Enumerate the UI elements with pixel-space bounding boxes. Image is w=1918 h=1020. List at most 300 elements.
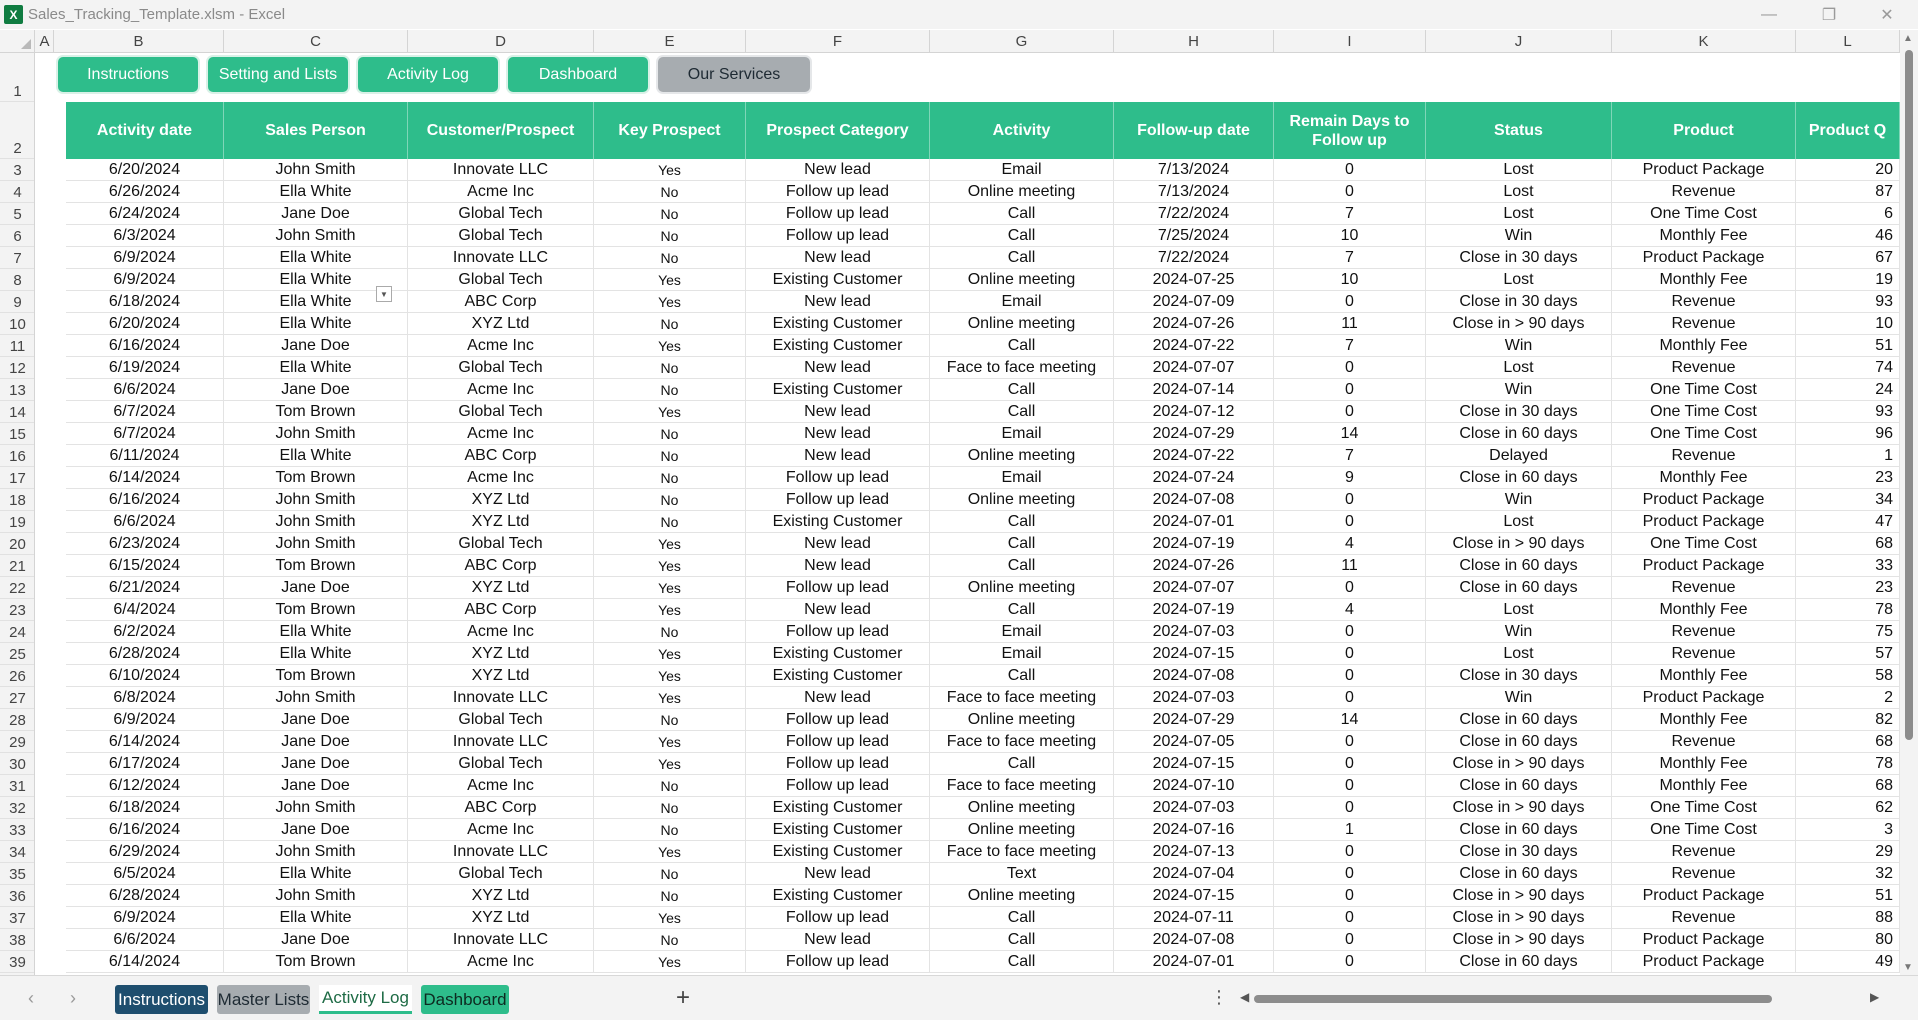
- table-cell[interactable]: Email: [930, 291, 1114, 313]
- table-cell[interactable]: 6/28/2024: [66, 885, 224, 907]
- table-cell[interactable]: Close in 60 days: [1426, 863, 1612, 885]
- table-cell[interactable]: Yes: [594, 159, 746, 181]
- table-cell[interactable]: 6/7/2024: [66, 401, 224, 423]
- table-cell[interactable]: 6/20/2024: [66, 313, 224, 335]
- table-cell[interactable]: Close in 60 days: [1426, 555, 1612, 577]
- table-cell[interactable]: ABC Corp: [408, 291, 594, 313]
- table-cell[interactable]: Monthly Fee: [1612, 467, 1796, 489]
- table-cell[interactable]: 2024-07-07: [1114, 577, 1274, 599]
- table-cell[interactable]: Global Tech: [408, 709, 594, 731]
- row-number[interactable]: 4: [0, 181, 35, 203]
- table-cell[interactable]: Close in 60 days: [1426, 775, 1612, 797]
- table-cell[interactable]: Yes: [594, 401, 746, 423]
- table-cell[interactable]: 2024-07-01: [1114, 511, 1274, 533]
- table-cell[interactable]: Call: [930, 599, 1114, 621]
- table-cell[interactable]: Face to face meeting: [930, 357, 1114, 379]
- table-cell[interactable]: Global Tech: [408, 357, 594, 379]
- table-cell[interactable]: Revenue: [1612, 445, 1796, 467]
- table-cell[interactable]: Innovate LLC: [408, 687, 594, 709]
- table-cell[interactable]: Yes: [594, 291, 746, 313]
- table-cell[interactable]: New lead: [746, 159, 930, 181]
- column-header-j[interactable]: J: [1426, 30, 1612, 52]
- scroll-right-icon[interactable]: ▶: [1870, 990, 1880, 1004]
- table-cell[interactable]: Follow up lead: [746, 203, 930, 225]
- table-cell[interactable]: 32: [1796, 863, 1900, 885]
- select-all-corner[interactable]: [0, 30, 35, 52]
- table-cell[interactable]: 2024-07-29: [1114, 423, 1274, 445]
- table-cell[interactable]: Yes: [594, 269, 746, 291]
- table-cell[interactable]: John Smith: [224, 841, 408, 863]
- table-cell[interactable]: Lost: [1426, 181, 1612, 203]
- table-cell[interactable]: One Time Cost: [1612, 533, 1796, 555]
- table-cell[interactable]: Innovate LLC: [408, 159, 594, 181]
- table-cell[interactable]: Email: [930, 159, 1114, 181]
- table-cell[interactable]: Monthly Fee: [1612, 775, 1796, 797]
- table-cell[interactable]: XYZ Ltd: [408, 489, 594, 511]
- table-cell[interactable]: Product Package: [1612, 489, 1796, 511]
- table-cell[interactable]: 74: [1796, 357, 1900, 379]
- table-cell[interactable]: 2024-07-10: [1114, 775, 1274, 797]
- table-cell[interactable]: 7: [1274, 247, 1426, 269]
- table-cell[interactable]: Online meeting: [930, 445, 1114, 467]
- table-cell[interactable]: Close in 60 days: [1426, 951, 1612, 973]
- table-cell[interactable]: ABC Corp: [408, 599, 594, 621]
- table-cell[interactable]: 0: [1274, 885, 1426, 907]
- table-cell[interactable]: One Time Cost: [1612, 203, 1796, 225]
- table-cell[interactable]: Ella White: [224, 863, 408, 885]
- vertical-scroll-thumb[interactable]: [1905, 50, 1913, 740]
- table-cell[interactable]: Close in > 90 days: [1426, 907, 1612, 929]
- table-cell[interactable]: 2024-07-08: [1114, 665, 1274, 687]
- table-cell[interactable]: Monthly Fee: [1612, 335, 1796, 357]
- table-cell[interactable]: 29: [1796, 841, 1900, 863]
- table-cell[interactable]: 47: [1796, 511, 1900, 533]
- table-cell[interactable]: New lead: [746, 863, 930, 885]
- table-cell[interactable]: 6/28/2024: [66, 643, 224, 665]
- table-cell[interactable]: 0: [1274, 841, 1426, 863]
- table-cell[interactable]: Call: [930, 225, 1114, 247]
- table-cell[interactable]: Online meeting: [930, 489, 1114, 511]
- table-cell[interactable]: Tom Brown: [224, 599, 408, 621]
- table-cell[interactable]: ABC Corp: [408, 445, 594, 467]
- table-cell[interactable]: 80: [1796, 929, 1900, 951]
- table-cell[interactable]: Close in > 90 days: [1426, 533, 1612, 555]
- table-cell[interactable]: 2024-07-16: [1114, 819, 1274, 841]
- row-number[interactable]: 11: [0, 335, 35, 357]
- table-cell[interactable]: Lost: [1426, 357, 1612, 379]
- table-cell[interactable]: Follow up lead: [746, 709, 930, 731]
- table-cell[interactable]: 2024-07-15: [1114, 643, 1274, 665]
- table-cell[interactable]: Product Package: [1612, 929, 1796, 951]
- table-cell[interactable]: Product Package: [1612, 511, 1796, 533]
- table-cell[interactable]: Innovate LLC: [408, 841, 594, 863]
- table-cell[interactable]: 6/23/2024: [66, 533, 224, 555]
- table-cell[interactable]: 2024-07-03: [1114, 621, 1274, 643]
- table-cell[interactable]: 68: [1796, 775, 1900, 797]
- table-cell[interactable]: Acme Inc: [408, 181, 594, 203]
- table-cell[interactable]: Online meeting: [930, 797, 1114, 819]
- table-cell[interactable]: 6/6/2024: [66, 379, 224, 401]
- table-cell[interactable]: Product Package: [1612, 687, 1796, 709]
- table-cell[interactable]: Monthly Fee: [1612, 753, 1796, 775]
- table-cell[interactable]: Jane Doe: [224, 819, 408, 841]
- table-cell[interactable]: New lead: [746, 599, 930, 621]
- table-cell[interactable]: Existing Customer: [746, 269, 930, 291]
- table-cell[interactable]: Revenue: [1612, 291, 1796, 313]
- row-number[interactable]: 26: [0, 665, 35, 687]
- table-cell[interactable]: Email: [930, 423, 1114, 445]
- table-cell[interactable]: Close in 30 days: [1426, 841, 1612, 863]
- table-cell[interactable]: 7: [1274, 445, 1426, 467]
- table-cell[interactable]: John Smith: [224, 797, 408, 819]
- row-number[interactable]: 19: [0, 511, 35, 533]
- table-cell[interactable]: Acme Inc: [408, 775, 594, 797]
- table-cell[interactable]: 6/15/2024: [66, 555, 224, 577]
- table-cell[interactable]: Lost: [1426, 599, 1612, 621]
- table-cell[interactable]: Jane Doe: [224, 731, 408, 753]
- table-cell[interactable]: No: [594, 511, 746, 533]
- table-cell[interactable]: Call: [930, 907, 1114, 929]
- table-cell[interactable]: New lead: [746, 445, 930, 467]
- table-cell[interactable]: Global Tech: [408, 269, 594, 291]
- table-cell[interactable]: 6/29/2024: [66, 841, 224, 863]
- table-cell[interactable]: New lead: [746, 555, 930, 577]
- table-cell[interactable]: 0: [1274, 577, 1426, 599]
- dashboard-button[interactable]: Dashboard: [508, 57, 648, 92]
- row-number[interactable]: 30: [0, 753, 35, 775]
- table-cell[interactable]: Jane Doe: [224, 709, 408, 731]
- table-cell[interactable]: No: [594, 313, 746, 335]
- table-cell[interactable]: 6/18/2024: [66, 797, 224, 819]
- table-cell[interactable]: 6/24/2024: [66, 203, 224, 225]
- table-cell[interactable]: New lead: [746, 357, 930, 379]
- table-cell[interactable]: John Smith: [224, 489, 408, 511]
- table-cell[interactable]: 6/21/2024: [66, 577, 224, 599]
- table-cell[interactable]: No: [594, 797, 746, 819]
- table-cell[interactable]: Jane Doe: [224, 753, 408, 775]
- table-cell[interactable]: 20: [1796, 159, 1900, 181]
- scroll-down-icon[interactable]: ▼: [1903, 962, 1913, 973]
- table-cell[interactable]: Tom Brown: [224, 665, 408, 687]
- table-cell[interactable]: 6/16/2024: [66, 335, 224, 357]
- table-cell[interactable]: 2024-07-26: [1114, 555, 1274, 577]
- table-cell[interactable]: John Smith: [224, 423, 408, 445]
- table-cell[interactable]: 2024-07-22: [1114, 445, 1274, 467]
- setting-and-lists-button[interactable]: Setting and Lists: [208, 57, 348, 92]
- table-cell[interactable]: 24: [1796, 379, 1900, 401]
- table-cell[interactable]: Revenue: [1612, 643, 1796, 665]
- column-header-l[interactable]: L: [1796, 30, 1900, 52]
- table-cell[interactable]: 6/14/2024: [66, 467, 224, 489]
- column-header-a[interactable]: A: [36, 30, 54, 52]
- table-cell[interactable]: 0: [1274, 159, 1426, 181]
- table-cell[interactable]: 3: [1796, 819, 1900, 841]
- table-cell[interactable]: 2024-07-15: [1114, 885, 1274, 907]
- row-number[interactable]: 14: [0, 401, 35, 423]
- table-cell[interactable]: No: [594, 929, 746, 951]
- table-cell[interactable]: 2024-07-03: [1114, 687, 1274, 709]
- row-number[interactable]: 13: [0, 379, 35, 401]
- table-cell[interactable]: 7/25/2024: [1114, 225, 1274, 247]
- table-cell[interactable]: Follow up lead: [746, 467, 930, 489]
- row-number[interactable]: 32: [0, 797, 35, 819]
- table-cell[interactable]: Jane Doe: [224, 203, 408, 225]
- table-cell[interactable]: 14: [1274, 423, 1426, 445]
- table-cell[interactable]: 10: [1274, 225, 1426, 247]
- column-header-h[interactable]: H: [1114, 30, 1274, 52]
- table-cell[interactable]: Yes: [594, 841, 746, 863]
- row-number[interactable]: 20: [0, 533, 35, 555]
- table-cell[interactable]: 6/26/2024: [66, 181, 224, 203]
- table-header-cell[interactable]: Key Prospect: [594, 102, 746, 159]
- table-header-cell[interactable]: Activity date: [66, 102, 224, 159]
- table-cell[interactable]: Revenue: [1612, 907, 1796, 929]
- table-cell[interactable]: 0: [1274, 621, 1426, 643]
- table-cell[interactable]: 6/3/2024: [66, 225, 224, 247]
- table-cell[interactable]: Global Tech: [408, 753, 594, 775]
- table-cell[interactable]: 23: [1796, 577, 1900, 599]
- table-cell[interactable]: Revenue: [1612, 357, 1796, 379]
- table-cell[interactable]: Revenue: [1612, 731, 1796, 753]
- table-cell[interactable]: Jane Doe: [224, 335, 408, 357]
- table-cell[interactable]: Ella White: [224, 445, 408, 467]
- table-cell[interactable]: 7/22/2024: [1114, 203, 1274, 225]
- table-cell[interactable]: Call: [930, 335, 1114, 357]
- table-cell[interactable]: 6/14/2024: [66, 731, 224, 753]
- table-cell[interactable]: 2024-07-03: [1114, 797, 1274, 819]
- table-cell[interactable]: No: [594, 247, 746, 269]
- table-cell[interactable]: No: [594, 445, 746, 467]
- table-cell[interactable]: 93: [1796, 291, 1900, 313]
- row-number[interactable]: 8: [0, 269, 35, 291]
- table-cell[interactable]: One Time Cost: [1612, 423, 1796, 445]
- table-cell[interactable]: 87: [1796, 181, 1900, 203]
- table-cell[interactable]: 0: [1274, 687, 1426, 709]
- row-number[interactable]: 15: [0, 423, 35, 445]
- table-cell[interactable]: New lead: [746, 247, 930, 269]
- table-cell[interactable]: John Smith: [224, 159, 408, 181]
- table-cell[interactable]: Call: [930, 379, 1114, 401]
- column-header-f[interactable]: F: [746, 30, 930, 52]
- table-cell[interactable]: 6/18/2024: [66, 291, 224, 313]
- table-cell[interactable]: 0: [1274, 357, 1426, 379]
- table-cell[interactable]: Call: [930, 951, 1114, 973]
- table-cell[interactable]: XYZ Ltd: [408, 907, 594, 929]
- table-cell[interactable]: 7/13/2024: [1114, 181, 1274, 203]
- column-header-e[interactable]: E: [594, 30, 746, 52]
- table-cell[interactable]: Follow up lead: [746, 775, 930, 797]
- table-cell[interactable]: 6/17/2024: [66, 753, 224, 775]
- table-cell[interactable]: One Time Cost: [1612, 379, 1796, 401]
- table-cell[interactable]: Face to face meeting: [930, 731, 1114, 753]
- table-cell[interactable]: Yes: [594, 687, 746, 709]
- table-cell[interactable]: 34: [1796, 489, 1900, 511]
- row-number[interactable]: 29: [0, 731, 35, 753]
- our-services-button[interactable]: Our Services: [658, 57, 810, 92]
- table-header-cell[interactable]: Customer/Prospect: [408, 102, 594, 159]
- table-cell[interactable]: 6/7/2024: [66, 423, 224, 445]
- table-cell[interactable]: Jane Doe: [224, 577, 408, 599]
- activity-log-button[interactable]: Activity Log: [358, 57, 498, 92]
- table-cell[interactable]: Existing Customer: [746, 797, 930, 819]
- sheet-tab-activity-log[interactable]: Activity Log: [319, 985, 412, 1014]
- table-cell[interactable]: Ella White: [224, 269, 408, 291]
- table-cell[interactable]: 6/9/2024: [66, 907, 224, 929]
- table-cell[interactable]: 2024-07-15: [1114, 753, 1274, 775]
- table-cell[interactable]: Online meeting: [930, 269, 1114, 291]
- table-cell[interactable]: XYZ Ltd: [408, 665, 594, 687]
- table-cell[interactable]: Acme Inc: [408, 335, 594, 357]
- table-cell[interactable]: Call: [930, 555, 1114, 577]
- table-cell[interactable]: Close in > 90 days: [1426, 929, 1612, 951]
- row-number[interactable]: 27: [0, 687, 35, 709]
- table-cell[interactable]: Revenue: [1612, 577, 1796, 599]
- row-number[interactable]: 2: [0, 102, 35, 159]
- table-cell[interactable]: Yes: [594, 577, 746, 599]
- table-cell[interactable]: Monthly Fee: [1612, 709, 1796, 731]
- table-cell[interactable]: Jane Doe: [224, 379, 408, 401]
- table-cell[interactable]: Win: [1426, 335, 1612, 357]
- table-cell[interactable]: No: [594, 885, 746, 907]
- table-cell[interactable]: Close in 30 days: [1426, 291, 1612, 313]
- horizontal-scroll-thumb[interactable]: [1254, 995, 1772, 1003]
- table-cell[interactable]: Yes: [594, 335, 746, 357]
- table-cell[interactable]: 6/19/2024: [66, 357, 224, 379]
- table-cell[interactable]: 11: [1274, 555, 1426, 577]
- table-cell[interactable]: 33: [1796, 555, 1900, 577]
- table-cell[interactable]: 0: [1274, 511, 1426, 533]
- table-cell[interactable]: Call: [930, 203, 1114, 225]
- table-cell[interactable]: Yes: [594, 951, 746, 973]
- table-cell[interactable]: Ella White: [224, 907, 408, 929]
- table-cell[interactable]: Delayed: [1426, 445, 1612, 467]
- table-cell[interactable]: Win: [1426, 489, 1612, 511]
- table-cell[interactable]: 2024-07-19: [1114, 599, 1274, 621]
- table-cell[interactable]: 0: [1274, 643, 1426, 665]
- table-cell[interactable]: 4: [1274, 599, 1426, 621]
- table-cell[interactable]: Revenue: [1612, 621, 1796, 643]
- column-header-k[interactable]: K: [1612, 30, 1796, 52]
- table-cell[interactable]: 2024-07-08: [1114, 929, 1274, 951]
- table-cell[interactable]: New lead: [746, 423, 930, 445]
- table-cell[interactable]: Email: [930, 643, 1114, 665]
- table-cell[interactable]: 0: [1274, 797, 1426, 819]
- table-cell[interactable]: Online meeting: [930, 819, 1114, 841]
- table-cell[interactable]: John Smith: [224, 533, 408, 555]
- table-cell[interactable]: Global Tech: [408, 401, 594, 423]
- table-cell[interactable]: 2024-07-11: [1114, 907, 1274, 929]
- table-cell[interactable]: Call: [930, 401, 1114, 423]
- table-cell[interactable]: Call: [930, 929, 1114, 951]
- table-cell[interactable]: Close in 60 days: [1426, 819, 1612, 841]
- table-cell[interactable]: Global Tech: [408, 203, 594, 225]
- table-cell[interactable]: Follow up lead: [746, 753, 930, 775]
- table-cell[interactable]: 51: [1796, 885, 1900, 907]
- next-sheet-icon[interactable]: ›: [70, 988, 76, 1008]
- table-cell[interactable]: Revenue: [1612, 313, 1796, 335]
- table-cell[interactable]: Innovate LLC: [408, 929, 594, 951]
- table-cell[interactable]: 2024-07-13: [1114, 841, 1274, 863]
- table-cell[interactable]: Product Package: [1612, 885, 1796, 907]
- table-cell[interactable]: 68: [1796, 731, 1900, 753]
- table-cell[interactable]: 1: [1274, 819, 1426, 841]
- table-header-cell[interactable]: Follow-up date: [1114, 102, 1274, 159]
- table-cell[interactable]: New lead: [746, 929, 930, 951]
- table-cell[interactable]: 93: [1796, 401, 1900, 423]
- table-cell[interactable]: New lead: [746, 687, 930, 709]
- table-cell[interactable]: Call: [930, 247, 1114, 269]
- table-cell[interactable]: 6/6/2024: [66, 511, 224, 533]
- table-cell[interactable]: Existing Customer: [746, 313, 930, 335]
- table-cell[interactable]: Existing Customer: [746, 511, 930, 533]
- table-cell[interactable]: Email: [930, 467, 1114, 489]
- table-cell[interactable]: Tom Brown: [224, 467, 408, 489]
- row-number[interactable]: 31: [0, 775, 35, 797]
- table-cell[interactable]: Call: [930, 511, 1114, 533]
- close-icon[interactable]: ✕: [1880, 7, 1894, 24]
- table-cell[interactable]: 23: [1796, 467, 1900, 489]
- table-cell[interactable]: Close in > 90 days: [1426, 885, 1612, 907]
- table-cell[interactable]: 49: [1796, 951, 1900, 973]
- table-header-cell[interactable]: Sales Person: [224, 102, 408, 159]
- table-cell[interactable]: 1: [1796, 445, 1900, 467]
- table-cell[interactable]: Ella White: [224, 643, 408, 665]
- table-cell[interactable]: Follow up lead: [746, 225, 930, 247]
- table-cell[interactable]: 2024-07-25: [1114, 269, 1274, 291]
- table-cell[interactable]: Existing Customer: [746, 819, 930, 841]
- table-cell[interactable]: 0: [1274, 907, 1426, 929]
- table-cell[interactable]: Text: [930, 863, 1114, 885]
- row-number[interactable]: 12: [0, 357, 35, 379]
- table-cell[interactable]: John Smith: [224, 885, 408, 907]
- table-cell[interactable]: 6/12/2024: [66, 775, 224, 797]
- table-cell[interactable]: Acme Inc: [408, 951, 594, 973]
- table-cell[interactable]: 2024-07-08: [1114, 489, 1274, 511]
- table-cell[interactable]: Follow up lead: [746, 577, 930, 599]
- table-cell[interactable]: 2024-07-14: [1114, 379, 1274, 401]
- table-cell[interactable]: Yes: [594, 599, 746, 621]
- table-cell[interactable]: Innovate LLC: [408, 731, 594, 753]
- row-number[interactable]: 10: [0, 313, 35, 335]
- table-cell[interactable]: 62: [1796, 797, 1900, 819]
- table-cell[interactable]: 10: [1796, 313, 1900, 335]
- table-cell[interactable]: 46: [1796, 225, 1900, 247]
- table-cell[interactable]: Acme Inc: [408, 379, 594, 401]
- table-cell[interactable]: 2024-07-09: [1114, 291, 1274, 313]
- table-cell[interactable]: 4: [1274, 533, 1426, 555]
- table-cell[interactable]: No: [594, 621, 746, 643]
- table-cell[interactable]: Ella White: [224, 621, 408, 643]
- table-cell[interactable]: No: [594, 709, 746, 731]
- table-cell[interactable]: XYZ Ltd: [408, 511, 594, 533]
- table-cell[interactable]: 14: [1274, 709, 1426, 731]
- table-cell[interactable]: 96: [1796, 423, 1900, 445]
- table-cell[interactable]: 7: [1274, 203, 1426, 225]
- table-cell[interactable]: New lead: [746, 291, 930, 313]
- row-number[interactable]: 33: [0, 819, 35, 841]
- row-number[interactable]: 7: [0, 247, 35, 269]
- table-cell[interactable]: 7/22/2024: [1114, 247, 1274, 269]
- table-cell[interactable]: Yes: [594, 533, 746, 555]
- table-cell[interactable]: Ella White: [224, 291, 408, 313]
- table-cell[interactable]: 6/16/2024: [66, 489, 224, 511]
- table-cell[interactable]: 6/16/2024: [66, 819, 224, 841]
- table-cell[interactable]: Existing Customer: [746, 665, 930, 687]
- table-cell[interactable]: Product Package: [1612, 555, 1796, 577]
- table-cell[interactable]: XYZ Ltd: [408, 885, 594, 907]
- table-cell[interactable]: John Smith: [224, 511, 408, 533]
- table-cell[interactable]: Existing Customer: [746, 379, 930, 401]
